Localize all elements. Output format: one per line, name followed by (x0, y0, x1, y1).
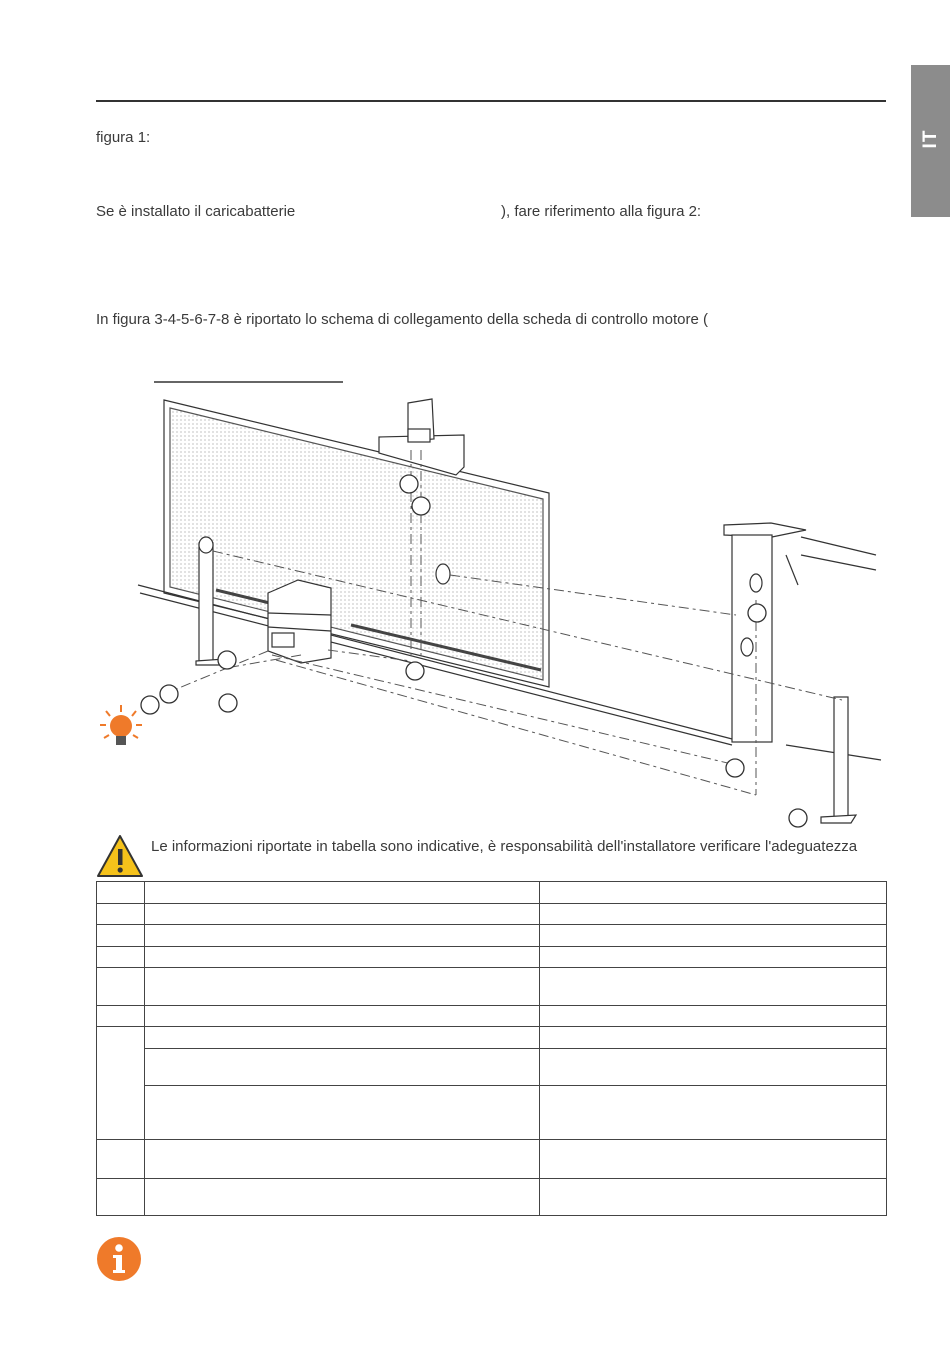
table-cell (540, 1006, 887, 1027)
table-row (97, 1140, 887, 1179)
table-row (97, 1027, 887, 1049)
table-cell (145, 925, 540, 947)
table-row (97, 1179, 887, 1216)
gate-installation-diagram (96, 375, 886, 830)
table-cell (145, 1140, 540, 1179)
right-photocell-post (821, 697, 856, 823)
motor-unit (268, 580, 331, 663)
language-tab[interactable] (911, 65, 950, 217)
table-cell (145, 882, 540, 904)
table-cell (540, 1140, 887, 1179)
table-cell (540, 968, 887, 1006)
table-row (97, 968, 887, 1006)
warning-text: Le informazioni riportate in tabella sono indicative, è responsabilità dell'installatore verificare l'adeguatezza (151, 838, 858, 855)
table-row (97, 925, 887, 947)
table-cell (97, 1179, 145, 1216)
gate-leaf (164, 400, 549, 687)
table-cell (145, 947, 540, 968)
table-row (97, 1086, 887, 1140)
table-cell (540, 1086, 887, 1140)
table-cell (97, 1140, 145, 1179)
table-cell (540, 947, 887, 968)
table-row (97, 947, 887, 968)
table-cell (540, 1179, 887, 1216)
table-row (97, 882, 887, 904)
table-cell (540, 882, 887, 904)
flashing-lamp-icon (100, 705, 142, 745)
table-cell (97, 1006, 145, 1027)
table-cell (540, 1027, 887, 1049)
wiring-schema-text: In figura 3-4-5-6-7-8 è riportato lo schema di collegamento della scheda di controllo motore ( (96, 311, 708, 328)
table-cell (145, 1179, 540, 1216)
header-rule (96, 100, 886, 102)
table-cell (145, 1049, 540, 1086)
table-cell (145, 1006, 540, 1027)
table-cell (97, 882, 145, 904)
right-column (724, 523, 806, 742)
warning-triangle-icon (96, 834, 144, 878)
table-cell (145, 968, 540, 1006)
table-cell (540, 1049, 887, 1086)
table-cell (145, 1086, 540, 1140)
keyswitch-on-gate (436, 564, 450, 584)
table-row (97, 1006, 887, 1027)
table-cell (540, 925, 887, 947)
table-row (97, 904, 887, 925)
language-tab-label: IT (919, 129, 941, 149)
specification-table (96, 881, 887, 1216)
table-row (97, 1049, 887, 1086)
table-cell (97, 968, 145, 1006)
charger-text-start: Se è installato il caricabatterie (96, 203, 296, 220)
table-cell (145, 1027, 540, 1049)
table-cell (97, 925, 145, 947)
table-cell (97, 947, 145, 968)
table-cell (97, 904, 145, 925)
info-icon (96, 1236, 142, 1282)
table-cell (97, 1027, 145, 1140)
charger-text-end: ), fare riferimento alla figura 2: (501, 203, 702, 220)
table-cell (540, 904, 887, 925)
figure-1-caption: figura 1: (96, 129, 151, 146)
table-cell (145, 904, 540, 925)
